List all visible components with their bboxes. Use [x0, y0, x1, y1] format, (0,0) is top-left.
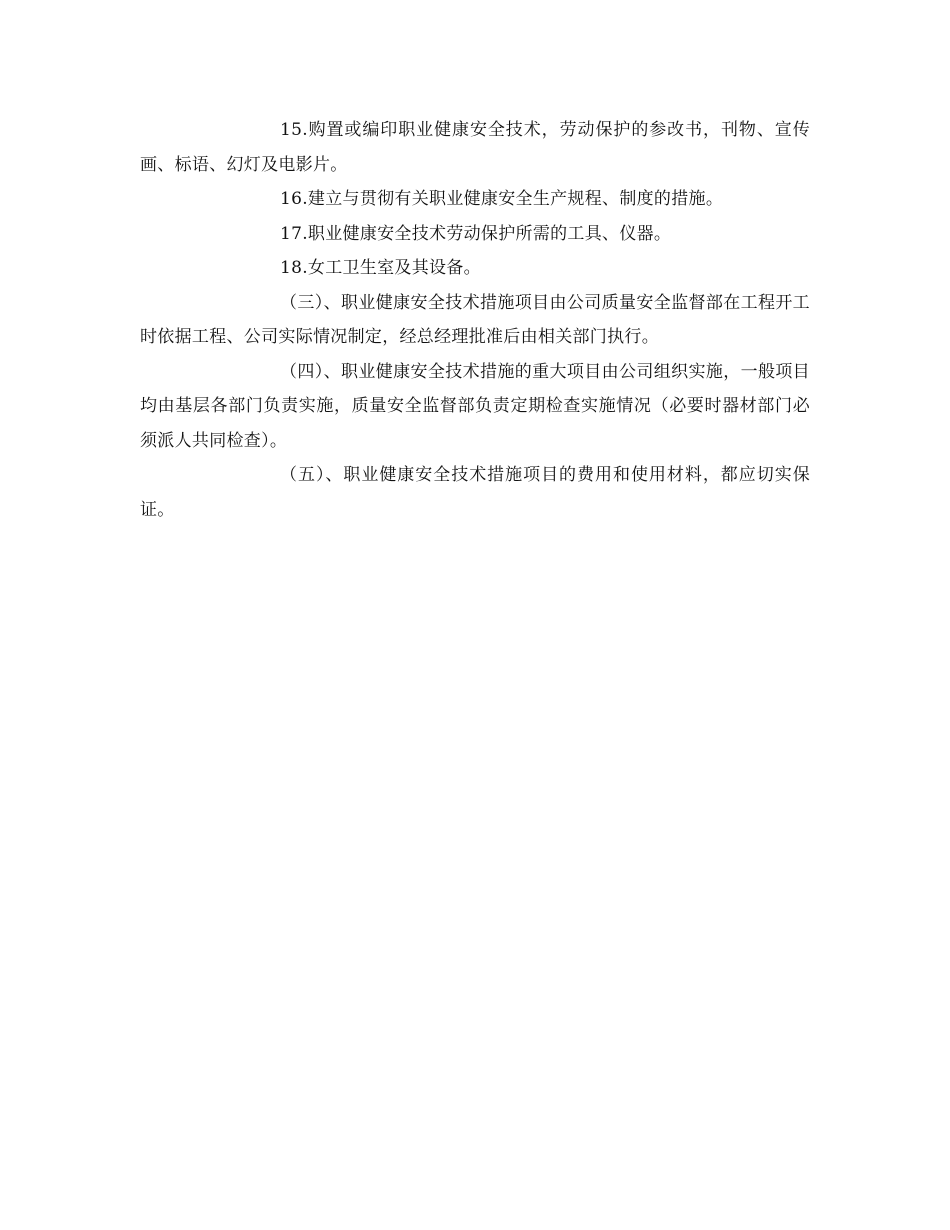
list-item-16: 16.建立与贯彻有关职业健康安全生产规程、制度的措施。 [280, 189, 724, 209]
section-three-paragraph: （三）、职业健康安全技术措施项目由公司质量安全监督部在工程开工时依据工程、公司实际情况制定，经总经理批准后由相关部门执行。 [140, 292, 810, 347]
section-four-paragraph: （四）、职业健康安全技术措施的重大项目由公司组织实施，一般项目均由基层各部门负责实施，质量安全监督部负责定期检查实施情况（必要时器材部门必须派人共同检查）。 [140, 361, 810, 451]
section-five-paragraph: （五）、职业健康安全技术措施项目的费用和使用材料，都应切实保证。 [140, 465, 810, 520]
list-item-17: 17.职业健康安全技术劳动保护所需的工具、仪器。 [280, 223, 672, 244]
list-item-18: 18.女工卫生室及其设备。 [280, 258, 481, 278]
document-body [140, 113, 810, 527]
list-item-15: 15.购置或编印职业健康安全技术，劳动保护的参改书，刊物、宣传画、标语、幻灯及电影片。 [140, 120, 810, 175]
